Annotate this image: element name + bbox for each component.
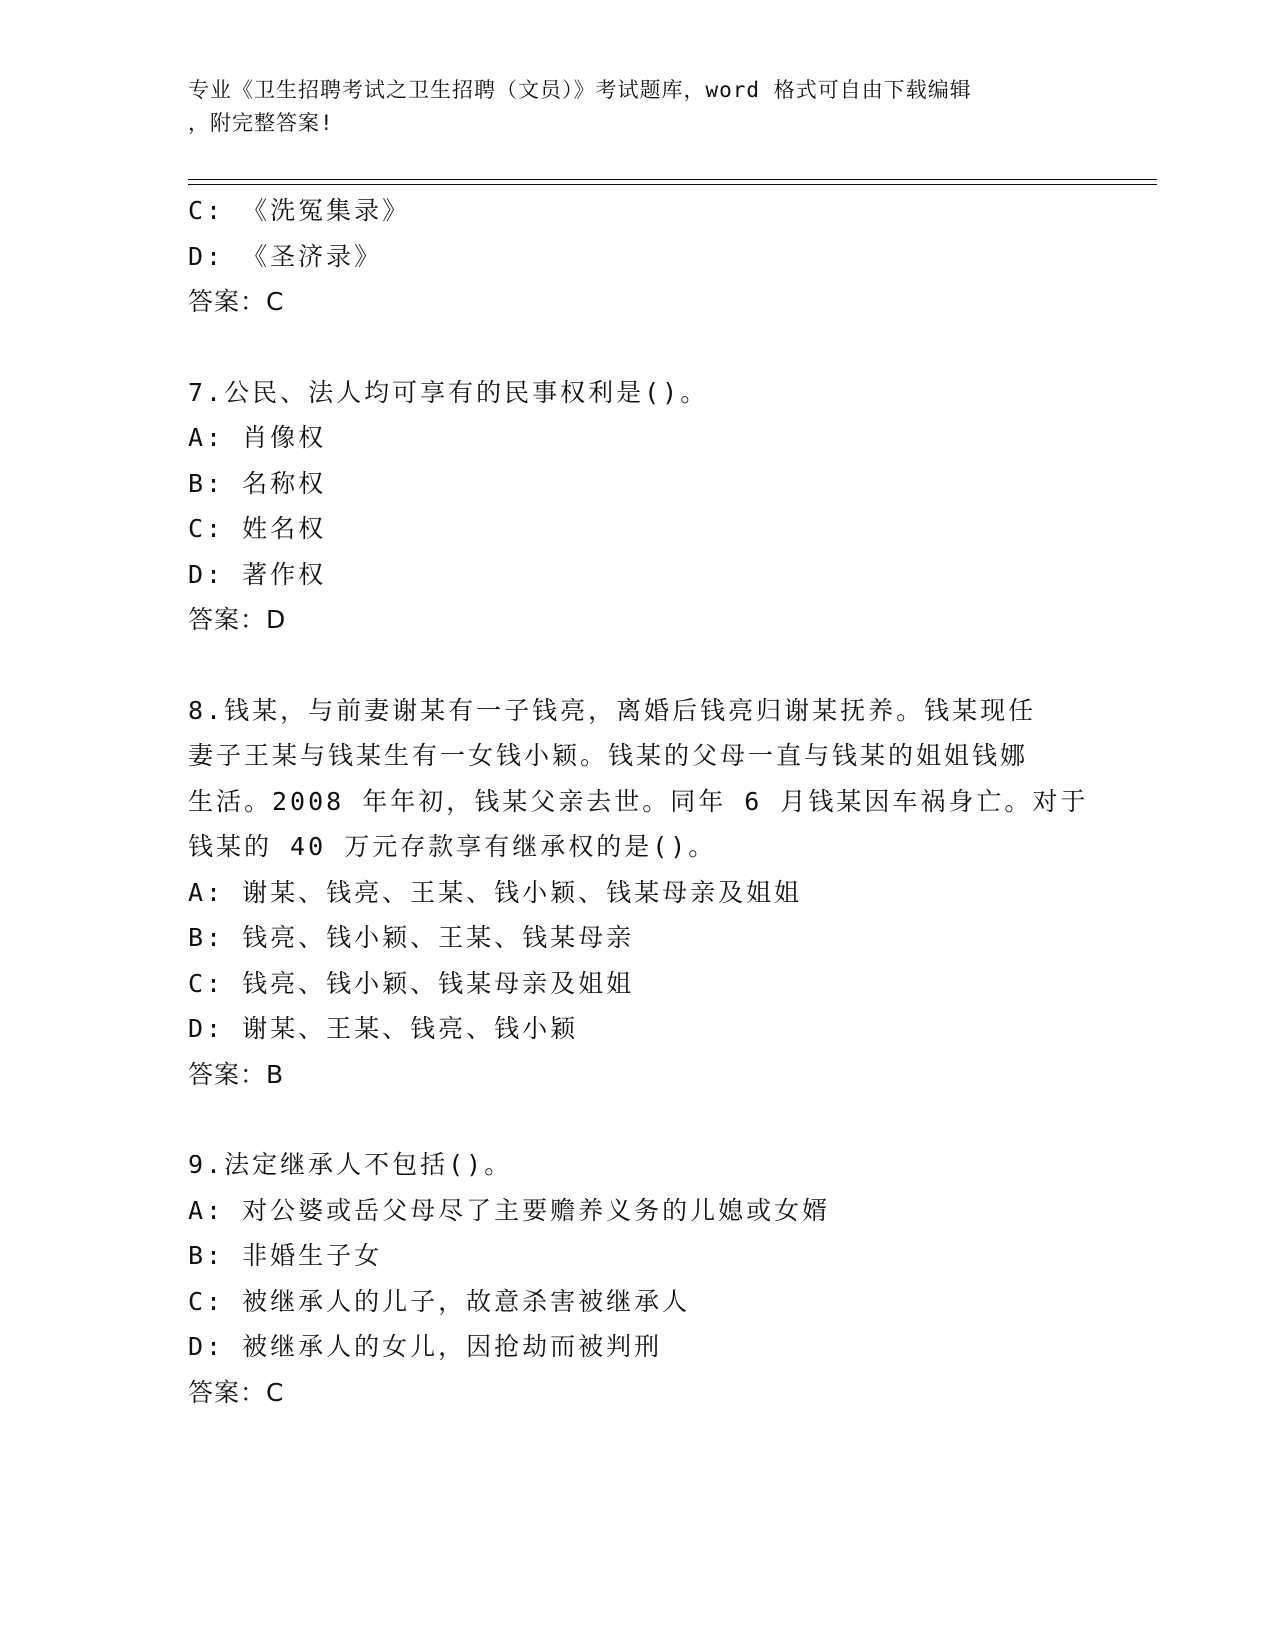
option-d — [188, 1324, 1088, 1370]
option-text: 名称权 — [242, 468, 327, 498]
option-text: 钱亮、钱小颖、钱某母亲及姐姐 — [242, 968, 635, 998]
page-header — [188, 74, 1068, 140]
option-d — [188, 552, 1088, 598]
option-text: 对公婆或岳父母尽了主要赡养义务的儿媳或女婿 — [242, 1195, 831, 1225]
option-label: B: — [188, 1241, 225, 1270]
question-list — [188, 188, 1088, 1415]
spacer — [188, 325, 1088, 370]
option-text: 姓名权 — [242, 514, 327, 543]
option-label: D: — [188, 241, 225, 271]
header-divider-bottom — [188, 184, 1157, 185]
question-stem-line: 8.钱某，与前妻谢某有一子钱亮，离婚后钱亮归谢某抚养。钱某现任 — [188, 695, 1037, 725]
answer-line: 答案：C — [188, 1377, 285, 1407]
header-divider-top — [188, 179, 1157, 180]
spacer — [188, 1097, 1088, 1142]
question-stem-line: 生活。2008 年年初，钱某父亲去世。同年 6 月钱某因车祸身亡。对于 — [188, 786, 1089, 816]
option-text: 被继承人的女儿，因抢劫而被判刑 — [242, 1332, 663, 1361]
question-stem-line: 钱某的 40 万元存款享有继承权的是()。 — [188, 832, 717, 861]
option-label: D: — [188, 1332, 225, 1361]
question-stem: 7.公民、法人均可享有的民事权利是()。 — [188, 377, 709, 407]
option-label: B: — [188, 468, 225, 498]
option-label: D: — [188, 559, 225, 589]
option-c — [188, 188, 1088, 234]
option-label: B: — [188, 923, 225, 952]
option-text: 《洗冤集录》 — [242, 196, 411, 225]
option-b — [188, 461, 1088, 507]
option-text: 肖像权 — [242, 423, 327, 452]
question-stem-line: 妻子王某与钱某生有一女钱小颖。钱某的父母一直与钱某的姐姐钱娜 — [188, 741, 1029, 770]
option-label: C: — [188, 196, 225, 225]
option-label: C: — [188, 1286, 225, 1316]
option-text: 谢某、王某、钱亮、钱小颖 — [242, 1014, 579, 1043]
option-text: 《圣济录》 — [242, 241, 383, 271]
option-label: C: — [188, 514, 225, 543]
option-c — [188, 961, 1088, 1007]
option-c — [188, 506, 1088, 552]
option-text: 被继承人的儿子，故意杀害被继承人 — [242, 1286, 691, 1316]
option-label: C: — [188, 968, 225, 998]
answer-line: 答案：D — [188, 605, 287, 634]
option-label: D: — [188, 1014, 225, 1043]
question-6-tail — [188, 188, 1088, 325]
header-title-line-2: ，附完整答案! — [188, 111, 334, 135]
question-stem: 9.法定继承人不包括()。 — [188, 1150, 513, 1179]
option-label: A: — [188, 423, 225, 452]
option-b — [188, 1233, 1088, 1279]
option-d — [188, 1006, 1088, 1052]
option-label: A: — [188, 877, 225, 907]
option-text: 谢某、钱亮、王某、钱小颖、钱某母亲及姐姐 — [242, 877, 803, 907]
header-title-line-1: 专业《卫生招聘考试之卫生招聘（文员）》考试题库，word 格式可自由下载编辑 — [188, 78, 972, 102]
option-text: 非婚生子女 — [242, 1241, 383, 1270]
question-8 — [188, 688, 1088, 1098]
option-a — [188, 415, 1088, 461]
spacer — [188, 643, 1088, 688]
option-b — [188, 915, 1088, 961]
option-text: 著作权 — [242, 559, 327, 589]
option-label: A: — [188, 1195, 225, 1225]
option-d — [188, 234, 1088, 280]
question-9 — [188, 1142, 1088, 1415]
option-a — [188, 1188, 1088, 1234]
option-text: 钱亮、钱小颖、王某、钱某母亲 — [242, 923, 635, 952]
option-a — [188, 870, 1088, 916]
option-c — [188, 1279, 1088, 1325]
answer-line: 答案：C — [188, 287, 285, 316]
question-7 — [188, 370, 1088, 643]
answer-line: 答案：B — [188, 1059, 285, 1089]
